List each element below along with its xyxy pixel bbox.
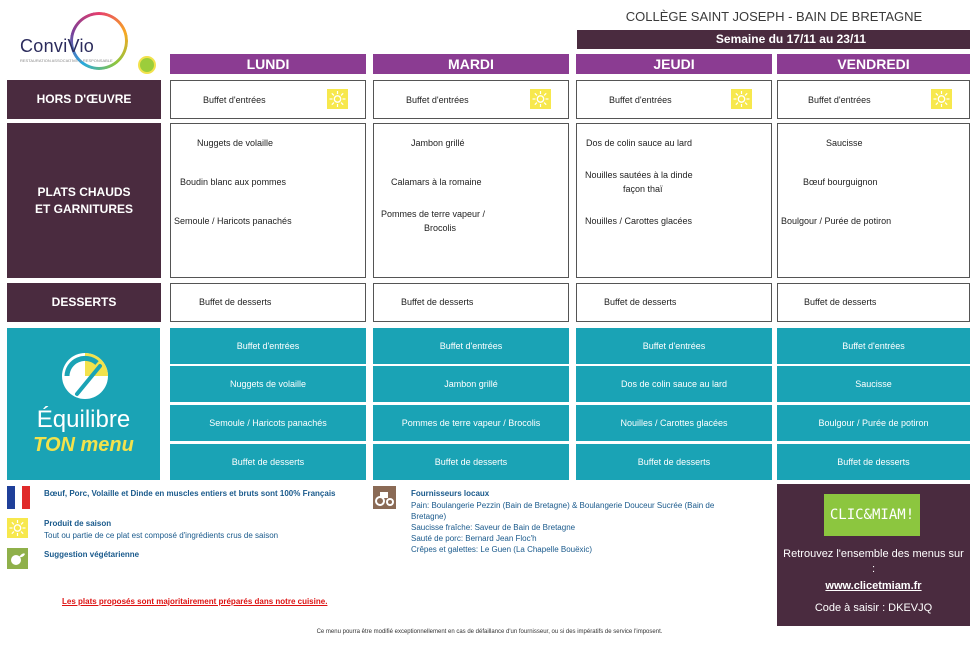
fournisseur-line: Crêpes et galettes: Le Guen (La Chapelle Bouëxic): [411, 545, 592, 554]
convivio-logo: [18, 10, 128, 72]
dessert-mardi: Buffet de desserts: [401, 297, 474, 307]
equilibre-lundi-0: Buffet d'entrées: [170, 328, 366, 364]
plat2-jeudi-l1: Nouilles sautées à la dinde: [585, 170, 693, 180]
garniture-jeudi: Nouilles / Carottes glacées: [585, 216, 693, 226]
plat2-jeudi-l2: façon thaï: [623, 184, 663, 194]
equilibre-mardi-1: Jambon grillé: [373, 366, 569, 402]
equilibre-lundi-1: Nuggets de volaille: [170, 366, 366, 402]
label-badge-icon: [138, 56, 156, 74]
dessert-cell-vendredi: [777, 283, 970, 322]
seasonal-sun-icon: [530, 89, 551, 109]
equilibre-mardi-0: Buffet d'entrées: [373, 328, 569, 364]
legend-viande: Bœuf, Porc, Volaille et Dinde en muscles entiers et bruts sont 100% Français: [44, 489, 336, 498]
legend-fournisseurs-list: [411, 500, 761, 555]
plats-cell-jeudi: [576, 123, 772, 278]
garniture-mardi-l1: Pommes de terre vapeur /: [381, 209, 486, 219]
legend-saison-desc: Tout ou partie de ce plat est composé d'ingrédients crus de saison: [44, 531, 279, 540]
dessert-lundi: Buffet de desserts: [199, 297, 272, 307]
row-label-plats: [7, 123, 161, 278]
fournisseur-line: Bretagne): [411, 512, 447, 521]
legend-fournisseurs-title: Fournisseurs locaux: [411, 489, 490, 498]
plat2-mardi: Calamars à la romaine: [391, 177, 482, 187]
clic-code: Code à saisir : DKEVJQ: [814, 602, 933, 614]
seasonal-sun-icon: [731, 89, 752, 109]
school-title: COLLÈGE SAINT JOSEPH - BAIN DE BRETAGNE: [625, 9, 923, 24]
clic-text-l1: Retrouvez l'ensemble des menus sur: [783, 548, 964, 560]
equilibre-jeudi-0: Buffet d'entrées: [576, 328, 772, 364]
red-note: Les plats proposés sont majoritairement préparés dans notre cuisine.: [62, 597, 328, 606]
clic-url-link[interactable]: www.clicetmiam.fr: [825, 580, 922, 592]
day-header-vendredi: VENDREDI: [777, 54, 970, 74]
garniture-mardi-l2: Brocolis: [424, 223, 457, 233]
entree-vendredi: Buffet d'entrées: [808, 95, 871, 105]
day-header-mardi: MARDI: [373, 54, 569, 74]
dessert-cell-lundi: [170, 283, 366, 322]
entree-lundi: Buffet d'entrées: [203, 95, 266, 105]
french-flag-icon: [7, 486, 30, 509]
equilibre-logo: [7, 328, 160, 480]
row-label-plats-line1: PLATS CHAUDS: [37, 184, 131, 199]
legend-sun-icon: [7, 518, 28, 538]
clic-miam-box: [777, 484, 970, 626]
fournisseur-line: Pain: Boulangerie Pezzin (Bain de Bretagne) & Boulangerie Douceur Sucrée (Bain de: [411, 501, 715, 510]
equilibre-fork-icon: [7, 328, 160, 480]
tractor-icon: [373, 486, 396, 509]
garniture-lundi: Semoule / Haricots panachés: [174, 216, 292, 226]
entree-mardi: Buffet d'entrées: [406, 95, 469, 105]
brand-tagline: RESTAURATION ASSOCIATIVE & RESPONSABLE: [20, 58, 113, 63]
dessert-vendredi: Buffet de desserts: [804, 297, 877, 307]
equilibre-vendredi-2: Boulgour / Purée de potiron: [777, 405, 970, 441]
plat1-vendredi: Saucisse: [826, 138, 863, 148]
plats-cell-mardi: [373, 123, 569, 278]
fournisseur-line: Sauté de porc: Bernard Jean Floc'h: [411, 534, 537, 543]
equilibre-title-l1: Équilibre: [36, 406, 131, 433]
clic-miam-logo: CLIC&MIAM!: [824, 494, 920, 536]
dessert-jeudi: Buffet de desserts: [604, 297, 677, 307]
day-header-jeudi: JEUDI: [576, 54, 772, 74]
equilibre-jeudi-2: Nouilles / Carottes glacées: [576, 405, 772, 441]
dessert-cell-mardi: [373, 283, 569, 322]
entree-cell-lundi: [170, 80, 366, 119]
equilibre-lundi-2: Semoule / Haricots panachés: [170, 405, 366, 441]
seasonal-sun-icon: [327, 89, 348, 109]
week-range: Semaine du 17/11 au 23/11: [577, 30, 970, 49]
bottom-disclaimer: Ce menu pourra être modifié exceptionnellement en cas de défaillance d'un fournisseur, ou si des impératifs de service l'imposent.: [316, 629, 663, 635]
legend-saison-title: Produit de saison: [44, 519, 112, 528]
equilibre-title-l2: TON menu: [33, 434, 134, 456]
garniture-vendredi: Boulgour / Purée de potiron: [781, 216, 892, 226]
equilibre-lundi-3: Buffet de desserts: [170, 444, 366, 480]
equilibre-vendredi-1: Saucisse: [777, 366, 970, 402]
row-label-hors-oeuvre: HORS D'ŒUVRE: [7, 80, 161, 119]
entree-cell-vendredi: [777, 80, 970, 119]
row-label-desserts: DESSERTS: [7, 283, 161, 322]
plat1-jeudi: Dos de colin sauce au lard: [586, 138, 693, 148]
equilibre-mardi-3: Buffet de desserts: [373, 444, 569, 480]
plat1-mardi: Jambon grillé: [411, 138, 465, 148]
plats-cell-vendredi: [777, 123, 970, 278]
brand-name: ConviVio: [20, 36, 95, 56]
dessert-cell-jeudi: [576, 283, 772, 322]
plat2-lundi: Boudin blanc aux pommes: [180, 177, 287, 187]
equilibre-jeudi-1: Dos de colin sauce au lard: [576, 366, 772, 402]
clic-text-l2: :: [871, 563, 876, 575]
equilibre-vendredi-3: Buffet de desserts: [777, 444, 970, 480]
equilibre-vendredi-0: Buffet d'entrées: [777, 328, 970, 364]
seasonal-sun-icon: [931, 89, 952, 109]
plat2-vendredi: Bœuf bourguignon: [803, 177, 878, 187]
day-header-lundi: LUNDI: [170, 54, 366, 74]
entree-jeudi: Buffet d'entrées: [609, 95, 672, 105]
row-label-plats-line2: ET GARNITURES: [34, 201, 133, 216]
legend-vege: Suggestion végétarienne: [44, 550, 140, 559]
equilibre-jeudi-3: Buffet de desserts: [576, 444, 772, 480]
entree-cell-jeudi: [576, 80, 772, 119]
vegetarian-leaf-icon: [7, 548, 28, 569]
equilibre-mardi-2: Pommes de terre vapeur / Brocolis: [373, 405, 569, 441]
plats-cell-lundi: [170, 123, 366, 278]
fournisseur-line: Saucisse fraîche: Saveur de Bain de Bretagne: [411, 523, 576, 532]
plat1-lundi: Nuggets de volaille: [197, 138, 274, 148]
entree-cell-mardi: [373, 80, 569, 119]
